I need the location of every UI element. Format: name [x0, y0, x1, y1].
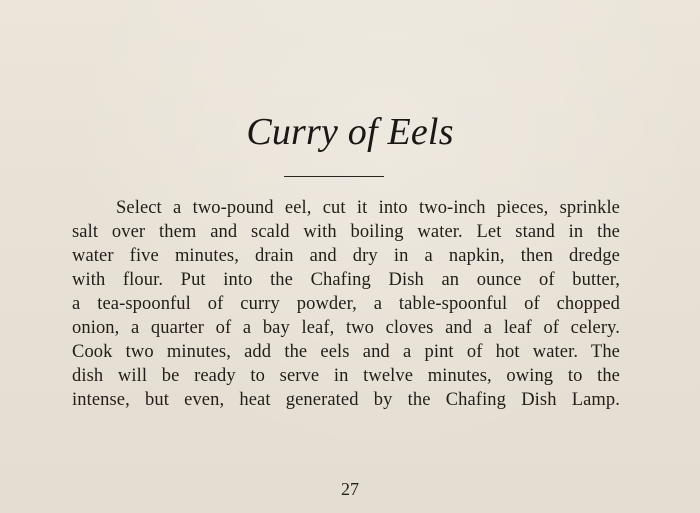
paragraph-line: onion, a quarter of a bay leaf, two cloves and a leaf of celery.: [72, 318, 620, 338]
title-divider: [284, 176, 384, 177]
paragraph-line: intense, but even, heat generated by the Chafing Dish Lamp.: [72, 390, 620, 410]
paragraph-line: Cook two minutes, add the eels and a pint of hot water. The: [72, 342, 620, 362]
paragraph-line: Select a two-pound eel, cut it into two-inch pieces, sprinkle: [116, 198, 620, 218]
recipe-paragraph: [72, 196, 620, 412]
paragraph-line: with flour. Put into the Chafing Dish an ounce of butter,: [72, 270, 620, 290]
paragraph-line: salt over them and scald with boiling water. Let stand in the: [72, 222, 620, 242]
recipe-title: Curry of Eels: [246, 111, 454, 153]
paragraph-line: a tea-spoonful of curry powder, a table-spoonful of chopped: [72, 294, 620, 314]
paragraph-line: water five minutes, drain and dry in a napkin, then dredge: [72, 246, 620, 266]
paragraph-line: dish will be ready to serve in twelve minutes, owing to the: [72, 366, 620, 386]
page-number: 27: [341, 479, 359, 499]
